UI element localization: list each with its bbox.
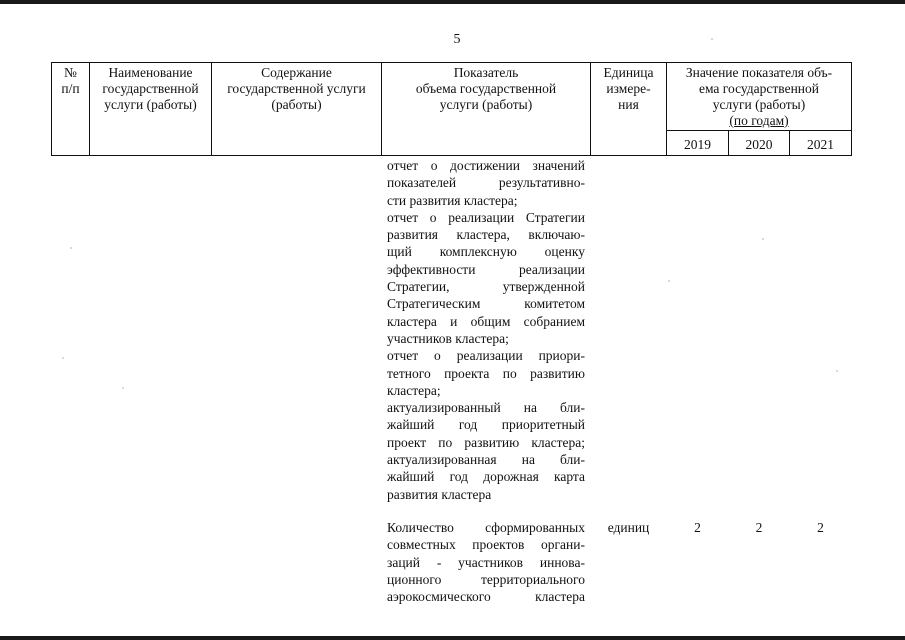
row-value-2019: 2 — [694, 520, 701, 535]
scan-edge-bottom — [0, 636, 905, 640]
text-line: Количество сформированных — [387, 520, 585, 535]
header-service-content: Содержание государственной услуги (работы) — [227, 65, 366, 112]
scan-speck — [762, 238, 764, 240]
text-line: развития кластера — [387, 486, 492, 502]
header-service-name: Наименование государственной услуги (работы) — [102, 65, 199, 112]
scan-speck — [122, 387, 124, 389]
header-year-2020: 2020 — [745, 137, 773, 152]
page-number: 5 — [453, 32, 461, 47]
row-value-2020: 2 — [755, 520, 763, 535]
scan-speck — [668, 280, 670, 282]
text-line: отчет о достижении значений — [387, 158, 585, 173]
text-line: отчет о реализации Стратегии — [387, 209, 585, 225]
text-line: жайший год приоритетный — [387, 417, 585, 433]
header-number: № п/п — [61, 65, 80, 96]
text-line: Стратегическим комитетом — [387, 296, 585, 312]
scan-speck — [62, 357, 64, 359]
text-line: кластера; — [387, 382, 441, 398]
indicator-row-text — [387, 519, 585, 605]
text-line: проект по развитию кластера; — [387, 434, 585, 450]
text-line: совместных проектов органи- — [387, 537, 585, 553]
text-line: развития кластера, включаю- — [387, 227, 585, 243]
header-year-2019: 2019 — [684, 137, 711, 152]
text-line: заций - участников иннова- — [387, 554, 585, 570]
text-line: жайший год дорожная карта — [387, 469, 585, 485]
text-line: сти развития кластера; — [387, 192, 518, 208]
text-line: показателей результативно- — [387, 175, 585, 191]
text-line: отчет о реализации приори- — [387, 348, 585, 364]
scan-speck — [711, 38, 713, 40]
text-line: аэрокосмического кластера — [387, 589, 585, 605]
text-line: тетного проекта по развитию — [387, 365, 585, 381]
scan-speck — [836, 370, 838, 372]
text-line: ционного территориального — [387, 571, 585, 587]
header-volume-indicator: Показатель объема государственной услуги (работы) — [415, 65, 557, 112]
scan-speck — [70, 247, 72, 249]
header-year-2021: 2021 — [807, 137, 834, 152]
text-line: Стратегии, утвержденной — [387, 279, 585, 295]
text-line: кластера и общим собранием — [387, 313, 585, 329]
text-line: актуализированная на бли- — [387, 452, 585, 468]
indicator-continuation-text — [387, 157, 585, 503]
header-unit: Единица измере- ния — [603, 65, 654, 112]
text-line: эффективности реализации — [387, 261, 585, 277]
row-value-2021: 2 — [817, 520, 824, 535]
text-line: участников кластера; — [387, 330, 509, 346]
text-line: актуализированный на бли- — [387, 400, 585, 416]
scan-edge-top — [0, 0, 905, 4]
header-indicator-value: Значение показателя объ- ема государственной услуги (работы) (по годам) — [685, 65, 833, 128]
row-unit: единиц — [607, 520, 650, 535]
text-line: щий комплексную оценку — [387, 244, 585, 260]
